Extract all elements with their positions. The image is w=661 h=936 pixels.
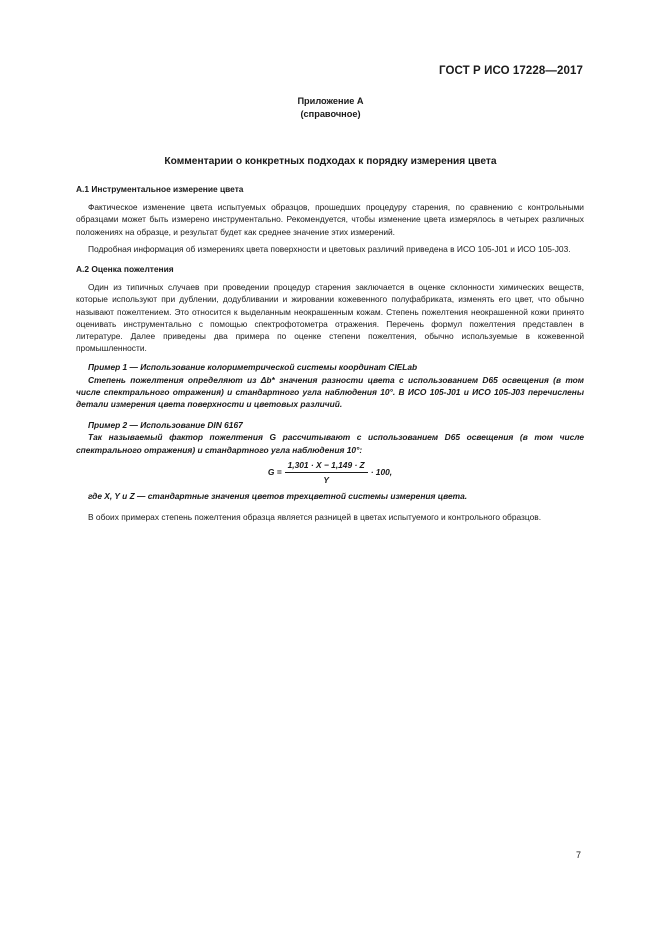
standard-number: ГОСТ Р ИСО 17228—2017 — [438, 65, 583, 77]
document-title: Комментарии о конкретных подходах к порядку измерения цвета — [164, 156, 497, 167]
section-a1-heading: А.1 Инструментальное измерение цвета — [76, 184, 244, 194]
section-a2-heading: А.2 Оценка пожелтения — [76, 264, 174, 275]
example-1-text: Степень пожелтения определяют из Δb* значения разности цвета с использованием D65 освещения (в том числе спектрального отражения) и стандартного угла наблюдения 10°. В ИСО 105-J01 и ИСО 105-J03 перечислены детали измерения цвета поверхности и цветовых различий. — [76, 374, 584, 410]
page-number: 7 — [575, 850, 581, 860]
formula-lhs: G = — [267, 467, 282, 478]
example-2-title: Пример 2 — Использование DIN 6167 — [88, 420, 243, 431]
annex-heading — [0, 95, 661, 121]
formula-denominator: Y — [323, 475, 329, 486]
example-2-text: Так называемый фактор пожелтения G рассчитывают с использованием D65 освещения (в том числе спектрального отражения) и стандартного угла наблюдения 10°: — [76, 432, 584, 455]
formula-tail: · 100, — [370, 467, 393, 478]
annex-subtitle: (справочное) — [300, 109, 361, 119]
yellowing-formula — [76, 459, 584, 486]
formula-fraction — [285, 459, 368, 486]
document-body — [76, 183, 584, 524]
example-1-title: Пример 1 — Использование колориметрической системы координат CIELab — [88, 362, 418, 373]
section-a1-paragraph-2: Подробная информация об измерениях цвета поверхности и цветовых различий приведена в ИСО 105-J01 и ИСО 105-J03. — [88, 243, 571, 254]
closing-paragraph: В обоих примерах степень пожелтения образца является разницей в цветах испытуемого и контрольного образцов. — [88, 512, 542, 523]
section-a2-paragraph-1: Один из типичных случаев при проведении процедур старения заключается в оценке склонности химических веществ, которые используют при дублении, додубливании и жировании кожевенного полуфабриката, изменять его цвет, что обычно называют пожелтением. Это относится к выделанным неокрашенным кожам. Степень пожелтения неокрашенной кожи принято оценивать инструментально с помощью спектрофотометра отражения. Перечень формул пожелтения представлен в литературе. Далее приведены два примера по оценке степени пожелтения, обычно используемые в кожевенной промышленности. — [76, 282, 584, 354]
annex-title: Приложение А — [297, 96, 364, 106]
section-a1-paragraph-1: Фактическое изменение цвета испытуемых образцов, прошедших процедуру старения, по сравнению с контрольными образцами может быть измерено инструментально. Рекомендуется, чтобы изменение цвета измерялось в четырех различных положениях на образце, и результат будет как среднее значение этих измерений. — [76, 202, 584, 237]
formula-where: где X, Y и Z — стандартные значения цветов трехцветной системы измерения цвета. — [88, 491, 468, 502]
formula-numerator: 1,301 · X − 1,149 · Z — [285, 459, 368, 473]
